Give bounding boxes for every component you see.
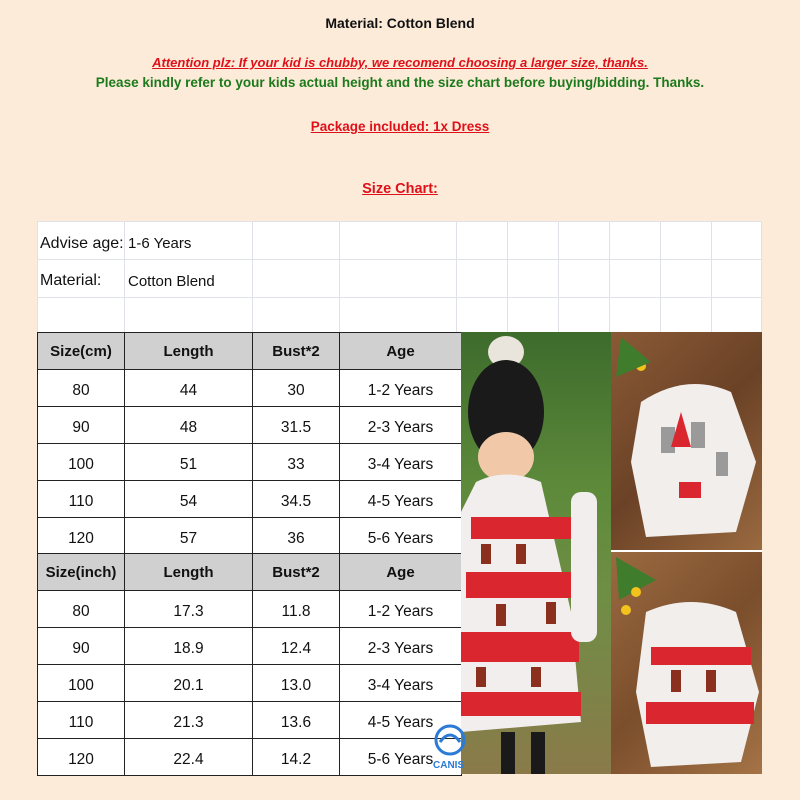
- table-cell: 80: [38, 591, 125, 628]
- header-cell: Length: [125, 333, 253, 370]
- table-row: [38, 518, 462, 555]
- table-cell: 100: [38, 444, 125, 481]
- table-cell: 3-4 Years: [340, 444, 462, 481]
- product-photo-main: [461, 332, 611, 774]
- product-photo-thumb-1: [611, 332, 762, 550]
- table-cell: 90: [38, 407, 125, 444]
- table-cell: 1-2 Years: [340, 370, 462, 407]
- advise-age-label: Advise age:: [40, 235, 124, 252]
- table-row: [38, 591, 462, 628]
- table-cell: 2-3 Years: [340, 628, 462, 665]
- table-cell: 22.4: [125, 739, 253, 776]
- table-cell: 31.5: [253, 407, 340, 444]
- table-cell: 5-6 Years: [340, 518, 462, 555]
- table-cell: 11.8: [253, 591, 340, 628]
- table-cell: 4-5 Years: [340, 481, 462, 518]
- table-cell: 120: [38, 739, 125, 776]
- header-cell: Size(cm): [38, 333, 125, 370]
- table-cell: 57: [125, 518, 253, 555]
- header-cell: Length: [125, 554, 253, 591]
- table-cell: 110: [38, 702, 125, 739]
- table-cell: 34.5: [253, 481, 340, 518]
- table-cell: 1-2 Years: [340, 591, 462, 628]
- header-cell: Bust*2: [253, 554, 340, 591]
- table-cell: 100: [38, 665, 125, 702]
- table-row: [38, 370, 462, 407]
- table-row: [38, 444, 462, 481]
- material-heading: Material: Cotton Blend: [325, 15, 475, 31]
- table-row: [38, 665, 462, 702]
- table-cell: 120: [38, 518, 125, 555]
- table-cell: 54: [125, 481, 253, 518]
- child-dress-illustration: [461, 332, 611, 774]
- table-cell: 110: [38, 481, 125, 518]
- table-cell: 80: [38, 370, 125, 407]
- table-cell: 17.3: [125, 591, 253, 628]
- material-label: Material:: [40, 272, 102, 289]
- red-reindeer-dress-illustration: [611, 552, 762, 774]
- table-cell: 48: [125, 407, 253, 444]
- header-cell: Age: [340, 554, 462, 591]
- product-photo-thumb-2: [611, 552, 762, 774]
- table-cell: 5-6 Years: [340, 739, 462, 776]
- table-cell: 13.0: [253, 665, 340, 702]
- table-cell: 18.9: [125, 628, 253, 665]
- white-reindeer-dress-illustration: [611, 332, 762, 550]
- attention-note: Attention plz: If your kid is chubby, we recomend choosing a larger size, thanks.: [152, 55, 648, 70]
- table-row: [38, 407, 462, 444]
- table-cell: 12.4: [253, 628, 340, 665]
- package-included: Package included: 1x Dress: [310, 119, 490, 134]
- table-cell: 14.2: [253, 739, 340, 776]
- watermark-text: CANIS: [433, 760, 465, 771]
- advise-age-value: 1-6 Years: [128, 235, 192, 252]
- header-cell: Size(inch): [38, 554, 125, 591]
- material-value: Cotton Blend: [128, 273, 215, 290]
- table-cell: 20.1: [125, 665, 253, 702]
- table-cell: 4-5 Years: [340, 702, 462, 739]
- size-table-inch: [37, 553, 465, 776]
- size-advice-note: Please kindly refer to your kids actual height and the size chart before buying/bidding. Thanks.: [95, 75, 705, 90]
- table-cell: 90: [38, 628, 125, 665]
- table-row: [38, 702, 462, 739]
- table-cell: 2-3 Years: [340, 407, 462, 444]
- table-row: [38, 739, 462, 776]
- table-cell: 51: [125, 444, 253, 481]
- table-cell: 44: [125, 370, 253, 407]
- size-table-cm: [37, 332, 462, 555]
- size-chart-title: Size Chart:: [362, 181, 438, 197]
- table-row: [38, 481, 462, 518]
- table-row: [38, 628, 462, 665]
- table-cell: 33: [253, 444, 340, 481]
- table-cell: 21.3: [125, 702, 253, 739]
- header-cell: Bust*2: [253, 333, 340, 370]
- table-cell: 3-4 Years: [340, 665, 462, 702]
- table-cell: 13.6: [253, 702, 340, 739]
- header-cell: Age: [340, 333, 462, 370]
- table-cell: 36: [253, 518, 340, 555]
- table-cell: 30: [253, 370, 340, 407]
